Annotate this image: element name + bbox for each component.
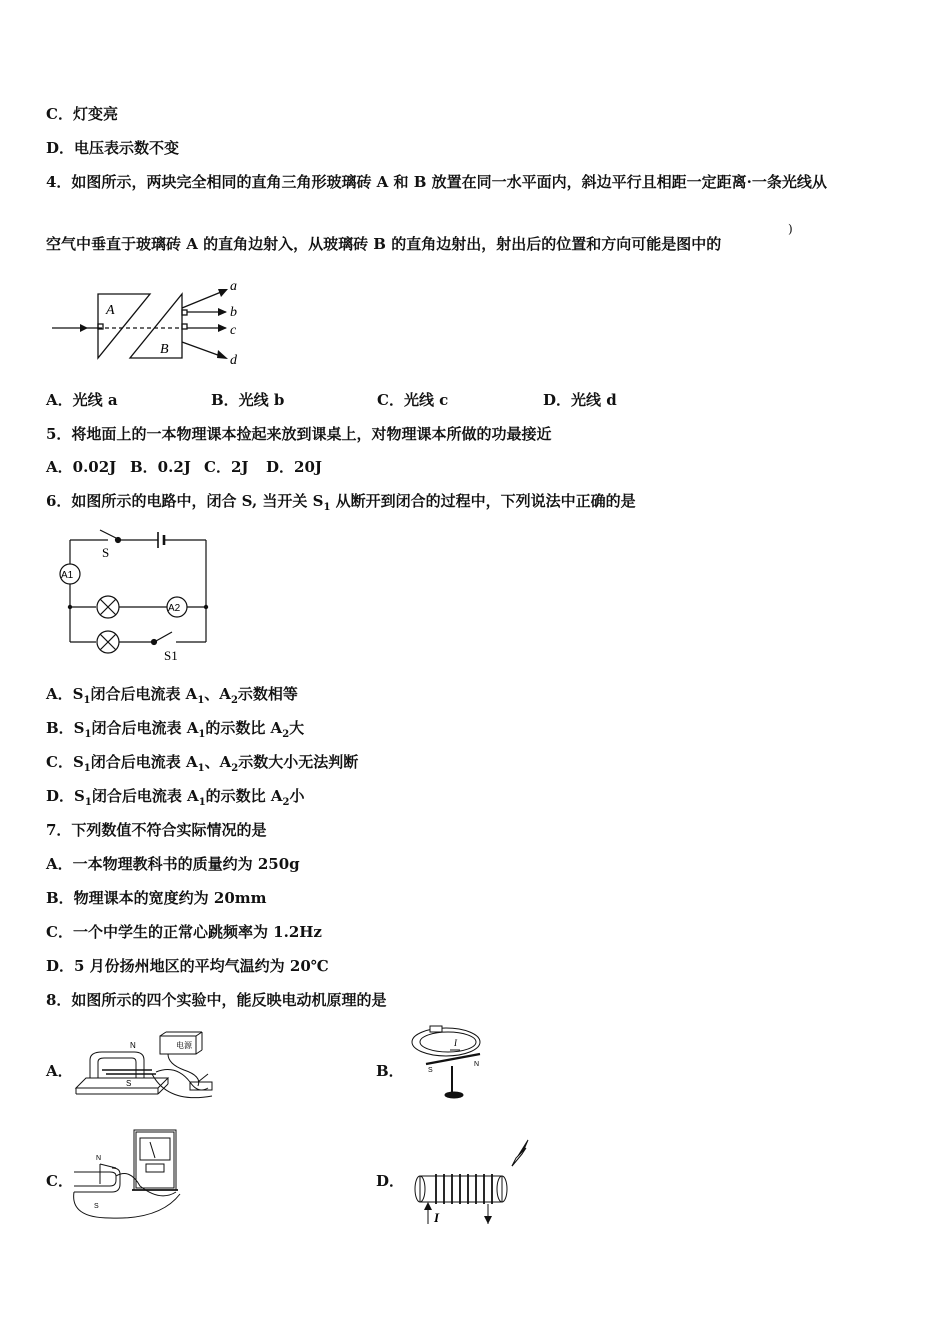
- q6-c-t2: 闭合后电流表 A: [90, 753, 198, 771]
- q8-figure-a: [72, 1030, 222, 1106]
- q6-a-s2: 1: [197, 695, 205, 706]
- q6-fig-label-a2: A2: [168, 603, 181, 614]
- q6-b-t2: 闭合后电流表 A: [91, 719, 199, 737]
- q8-c-s-label: S: [94, 1203, 99, 1210]
- q4-option-c[interactable]: C．光线 c: [377, 391, 449, 409]
- q6-d-t1: D．S: [46, 787, 85, 805]
- q8-b-s-label: S: [428, 1067, 433, 1074]
- q6-a-s1: 1: [83, 695, 91, 706]
- q8-stem: 8．如图所示的四个实验中，能反映电动机原理的是: [46, 991, 387, 1009]
- q6-d-t3: 的示数比 A: [205, 787, 283, 805]
- q8-label-d[interactable]: D．: [376, 1172, 405, 1190]
- q6-option-a[interactable]: [46, 683, 298, 706]
- prev-option-d: D．电压表示数不变: [46, 139, 180, 157]
- q4-fig-label-b: b: [230, 305, 237, 320]
- q6-c-t3: 、A: [204, 753, 232, 771]
- q4-stem-line1: 4．如图所示，两块完全相同的直角三角形玻璃砖 A 和 B 放置在同一水平面内，斜边平行且相距一定距离·一条光线从: [46, 173, 827, 191]
- q6-option-d[interactable]: [46, 785, 305, 808]
- q6-b-s3: 2: [282, 729, 290, 740]
- q6-stem: [46, 490, 636, 513]
- q6-a-t1: A．S: [46, 685, 84, 703]
- q6-stem-sub: 1: [323, 502, 331, 513]
- q7-option-d[interactable]: D．5 月份扬州地区的平均气温约为 20℃: [46, 957, 329, 975]
- q4-fig-label-A: A: [106, 303, 115, 318]
- q7-option-a[interactable]: A．一本物理教科书的质量约为 250g: [46, 855, 300, 873]
- q6-b-t3: 的示数比 A: [205, 719, 283, 737]
- q8-figure-c: [70, 1128, 190, 1224]
- q7-option-b[interactable]: B．物理课本的宽度约为 20mm: [46, 889, 267, 907]
- q6-a-t4: 示数相等: [237, 685, 298, 703]
- q6-fig-label-a1: A1: [61, 570, 74, 581]
- q8-b-i-label: I: [454, 1038, 457, 1048]
- q8-label-a[interactable]: A．: [46, 1062, 73, 1080]
- q6-circuit-figure: [52, 522, 217, 670]
- q5-option-a[interactable]: A．0.02J: [46, 458, 117, 476]
- q4-fig-label-B: B: [160, 342, 169, 357]
- q6-d-t4: 小: [289, 787, 305, 805]
- q6-b-s2: 1: [198, 729, 206, 740]
- q4-fig-label-c: c: [230, 323, 237, 338]
- q6-b-t1: B．S: [46, 719, 85, 737]
- q6-fig-label-s1: S1: [164, 648, 178, 663]
- q6-option-c[interactable]: [46, 751, 358, 774]
- q7-stem: 7．下列数值不符合实际情况的是: [46, 821, 267, 839]
- q6-b-t4: 大: [289, 719, 305, 737]
- q4-option-d[interactable]: D．光线 d: [543, 391, 617, 409]
- q6-c-s3: 2: [231, 763, 239, 774]
- q5-stem: 5．将地面上的一本物理课本捡起来放到课桌上，对物理课本所做的功最接近: [46, 425, 552, 443]
- q8-c-n-label: N: [96, 1155, 102, 1162]
- q5-option-d[interactable]: D．20J: [266, 458, 322, 476]
- q4-paren: ): [788, 222, 793, 236]
- q8-a-n-label: N: [130, 1041, 136, 1050]
- q7-option-c[interactable]: C．一个中学生的正常心跳频率为 1.2Hz: [46, 923, 322, 941]
- q6-c-t4: 示数大小无法判断: [238, 753, 359, 771]
- q8-b-n-label: N: [474, 1061, 480, 1068]
- q6-b-s1: 1: [84, 729, 92, 740]
- q4-fig-label-d: d: [230, 353, 237, 368]
- q4-fig-label-a: a: [230, 279, 237, 294]
- q6-c-s2: 1: [197, 763, 205, 774]
- q6-a-t2: 闭合后电流表 A: [90, 685, 198, 703]
- prev-option-c: C．灯变亮: [46, 105, 118, 123]
- q8-figure-b: [404, 1020, 500, 1104]
- q6-d-s3: 2: [282, 797, 290, 808]
- q4-prism-figure: [48, 276, 248, 370]
- q8-d-i-label: I: [434, 1210, 440, 1225]
- q6-d-s1: 1: [84, 797, 92, 808]
- q8-a-s-label: S: [126, 1079, 132, 1088]
- q6-fig-label-s: S: [102, 545, 110, 560]
- q8-a-power-label: 电源: [176, 1041, 192, 1050]
- q6-stem-part2: 从断开到闭合的过程中，下列说法中正确的是: [330, 492, 636, 510]
- q8-label-c[interactable]: C．: [46, 1172, 73, 1190]
- q6-stem-part1: 6．如图所示的电路中，闭合 S, 当开关 S: [46, 492, 324, 510]
- q5-option-b[interactable]: B．0.2J: [130, 458, 191, 476]
- q6-option-b[interactable]: [46, 717, 304, 740]
- q6-d-t2: 闭合后电流表 A: [91, 787, 199, 805]
- q6-a-t3: 、A: [204, 685, 231, 703]
- q6-c-s1: 1: [83, 763, 91, 774]
- q5-option-c[interactable]: C．2J: [204, 458, 249, 476]
- q8-label-b[interactable]: B．: [376, 1062, 404, 1080]
- q4-option-b[interactable]: B．光线 b: [211, 391, 285, 409]
- q4-option-a[interactable]: A．光线 a: [46, 391, 118, 409]
- q4-stem-line2: 空气中垂直于玻璃砖 A 的直角边射入，从玻璃砖 B 的直角边射出，射出后的位置和方向可能是图中的: [46, 235, 722, 253]
- q8-figure-d: [410, 1136, 534, 1228]
- q6-a-s3: 2: [230, 695, 238, 706]
- q6-d-s2: 1: [198, 797, 206, 808]
- q6-c-t1: C．S: [46, 753, 84, 771]
